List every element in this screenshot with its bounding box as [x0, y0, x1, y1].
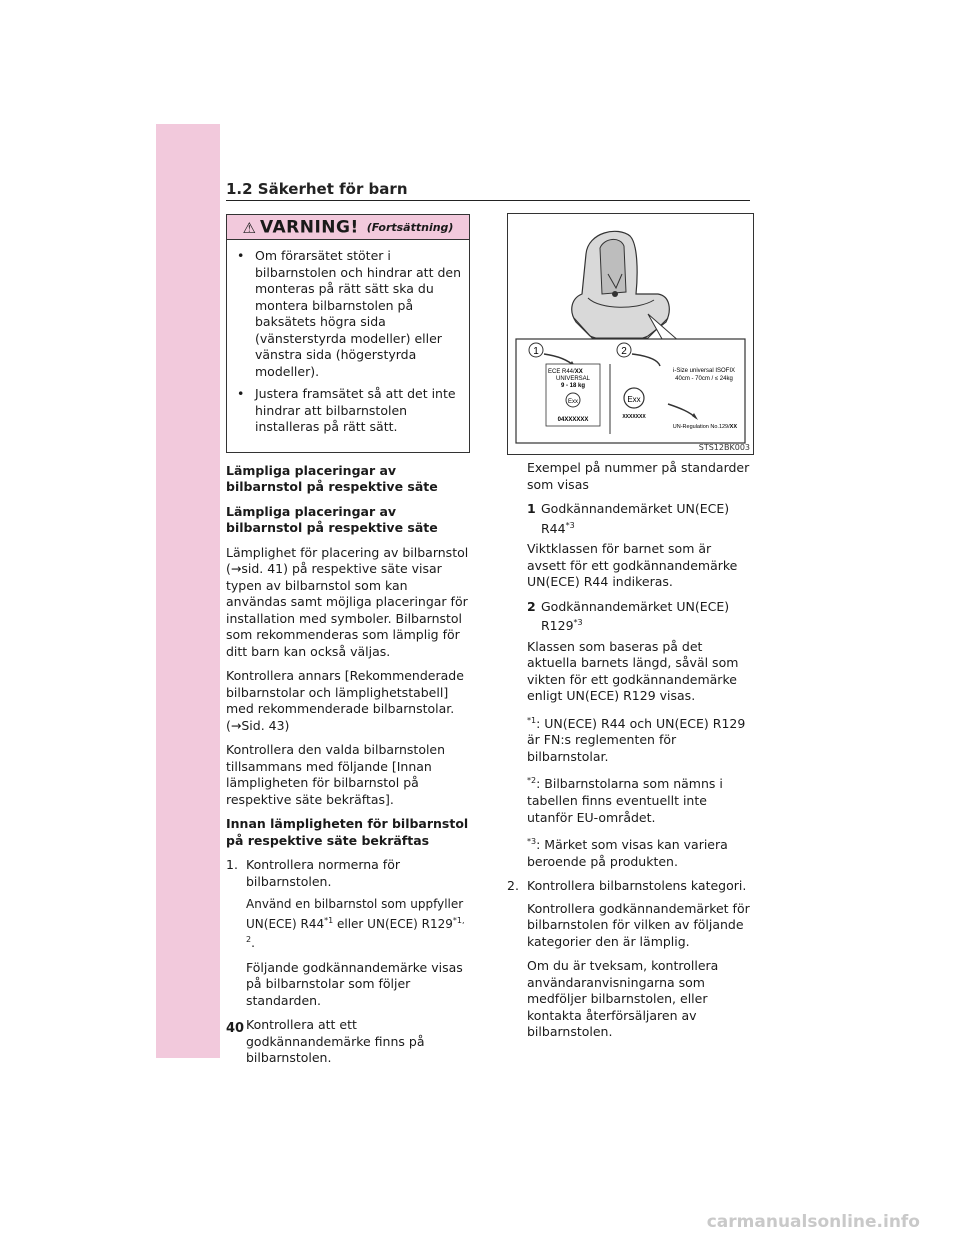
step-paragraph: Kontrollera att ett godkännandemärke finns på bilbarnstolen. [246, 1017, 425, 1065]
text-fragment: . [251, 936, 255, 950]
text-fragment: eller UN(ECE) R129 [333, 916, 453, 931]
step-number: 1. [226, 857, 238, 872]
right-column [507, 460, 752, 1049]
warning-title: VARNING! [259, 217, 359, 238]
figure-caption: Exempel på nummer på standarder som visas [527, 460, 750, 492]
r129-emark: Exx [627, 395, 641, 404]
warning-body [227, 240, 469, 452]
bullet-dot-icon: • [237, 248, 245, 263]
step-text: Kontrollera normerna för bilbarnstolen. [246, 857, 400, 889]
section-header [226, 180, 750, 202]
footnote-ref: *1, 2 [246, 915, 465, 944]
callout-2: 2 [621, 346, 627, 357]
number-badge-icon: 1 [527, 501, 536, 516]
footnote: $^{*2}$: Bilbarnstolarna som nämns i tabellen finns eventuellt inte utanför EU-området. [527, 776, 723, 825]
r129-regulation: UN-Regulation No.129/XX [672, 424, 737, 430]
r129-line2: 40cm - 70cm / ≤ 24kg [675, 376, 733, 382]
caption-item-1 [507, 501, 752, 537]
r129-line1: i-Size universal ISOFIX [672, 368, 736, 374]
step-paragraph: Kontrollera godkännandemärket för bilbarnstolen för vilken av följande kategorier den är lämplig. [527, 900, 750, 949]
r44-line3: 9 - 18 kg [560, 383, 586, 389]
warning-box [226, 214, 470, 453]
step-1 [226, 857, 470, 890]
approval-mark-figure [507, 213, 754, 455]
paragraph: Kontrollera annars [Rekommenderade bilbarnstolar och lämplighetstabell] med rekommenderade bilbarnstolar. (→Sid. 43) [226, 668, 464, 733]
step-2 [507, 878, 752, 895]
section-divider [226, 200, 750, 201]
left-column [226, 214, 470, 1075]
warning-header [227, 215, 469, 240]
r44-line2: UNIVERSAL [555, 376, 591, 382]
page-number: 40 [226, 1021, 245, 1036]
callout-1: 1 [533, 346, 539, 357]
step-text: Kontrollera bilbarnstolens kategori. [527, 878, 747, 894]
section-title: 1.2 Säkerhet för barn [226, 180, 408, 198]
footnote-ref: *1 [324, 915, 334, 925]
caption-title: Godkännandemärket UN(ECE) R129$^{*3}$ [541, 598, 730, 634]
warning-bullet [235, 248, 461, 380]
text-fragment: Använd en bilbarnstol som uppfyller UN(ECE) R44 [246, 897, 464, 931]
paragraph: Kontrollera den valda bilbarnstolen tillsammans med följande [Innan lämpligheten för bilbarnstol på respektive säte bekräftas]. [226, 742, 446, 807]
bullet-dot-icon: • [237, 386, 245, 401]
heading: Innan lämpligheten för bilbarnstol på respektive säte bekräftas [226, 816, 469, 848]
warning-bullet [235, 386, 461, 436]
heading: Lämpliga placeringar av bilbarnstol på respektive säte [226, 462, 438, 494]
r44-code: 04XXXXXX [557, 417, 589, 423]
caption-item-2 [507, 599, 752, 635]
warning-triangle-icon: ⚠ [242, 218, 256, 237]
warning-bullet-text: Justera framsätet så att det inte hindrar att bilbarnstolen installeras på rätt sätt. [255, 386, 456, 434]
footnote: $^{*3}$: Märket som visas kan variera beroende på produkten. [527, 837, 728, 869]
figure-code: STS12BK003 [698, 443, 750, 452]
watermark: carmanualsonline.info [706, 1212, 920, 1232]
chapter-tab-bar [156, 124, 220, 1058]
warning-bullet-text: Om förarsätet stöter i bilbarnstolen och hindrar att den monteras på rätt sätt ska du montera bilbarnstolen på baksätets högra sida (vänsterstyrda modeller) eller vänstra sida (högerstyrda modeller). [255, 248, 461, 379]
step-paragraph: Om du är tveksam, kontrollera användaranvisningarna som medföljer bilbarnstolen, eller kontakta återförsäljaren av bilbarnstolen. [527, 958, 719, 1040]
paragraph: Lämplighet för placering av bilbarnstol (→sid. 41) på respektive säte visar typen av bilbarnstol som kan användas samt möjliga placeringar för installation med symboler. Bilbarnstol som rekommenderas som lämplig för ditt barn kan också väljas. [226, 544, 469, 659]
r44-line1: ECE R44/XX [548, 369, 583, 375]
warning-subtitle: (Fortsättning) [366, 220, 454, 234]
r129-code: XXXXXXX [622, 414, 646, 420]
step-paragraph [226, 896, 470, 952]
caption-desc: Viktklassen för barnet som är avsett för ett godkännandemärke UN(ECE) R44 indikeras. [527, 541, 738, 590]
step-paragraph: Följande godkännandemärke visas på bilbarnstolar som följer standarden. [246, 959, 463, 1008]
footnote: $^{*1}$: UN(ECE) R44 och UN(ECE) R129 är FN:s reglementen för bilbarnstolar. [527, 715, 746, 764]
child-seat-illustration [508, 214, 753, 454]
r44-emark: Exx [567, 399, 579, 405]
number-badge-icon: 2 [527, 598, 536, 614]
caption-title: Godkännandemärket UN(ECE) R44$^{*3}$ [541, 501, 730, 536]
heading: Lämpliga placeringar av bilbarnstol på respektive säte [226, 503, 438, 535]
caption-desc: Klassen som baseras på det aktuella barnets längd, såväl som vikten för ett godkännandemärke enligt UN(ECE) R129 visas. [527, 638, 739, 704]
step-number: 2. [507, 878, 519, 894]
